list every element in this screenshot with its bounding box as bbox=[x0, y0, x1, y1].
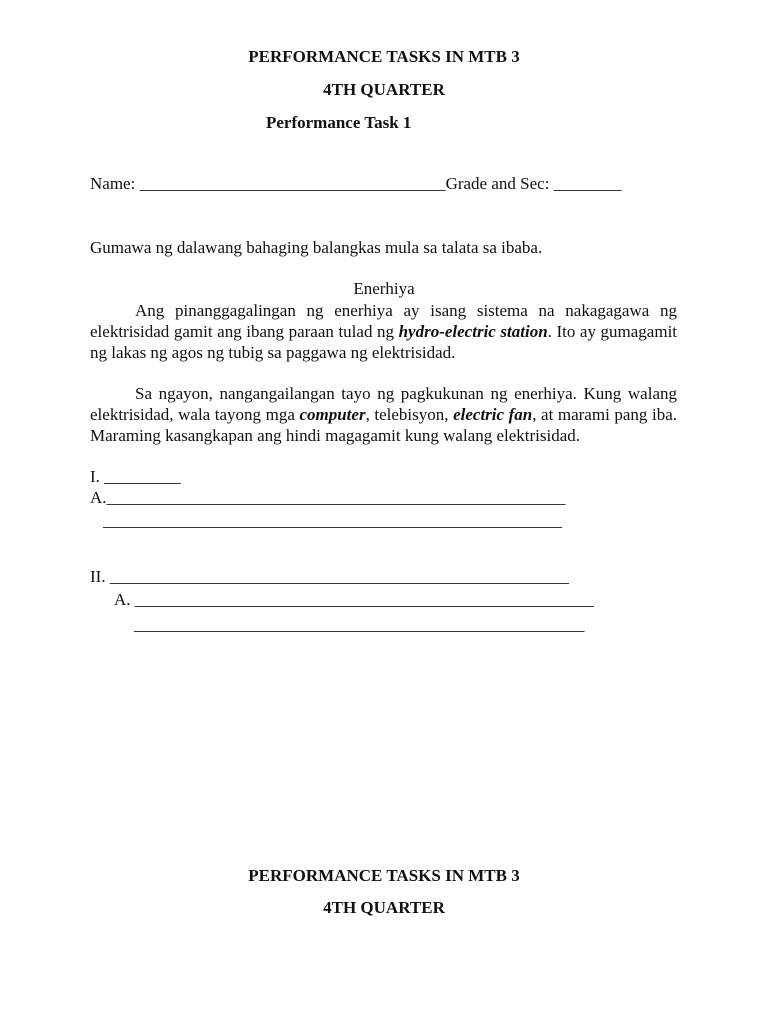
name-field[interactable]: ____________________________________ bbox=[139, 174, 446, 193]
outline-item-i-a-continuation[interactable]: ______________________________________________________ bbox=[103, 511, 562, 530]
grade-field[interactable]: ________ bbox=[553, 174, 622, 193]
outline-item-ii[interactable]: II. ______________________________________________________ bbox=[90, 567, 569, 586]
p1-text-c: . Ito ay gumagamit ng lakas ng agos ng tubig sa paggawa ng elektrisidad. bbox=[90, 322, 678, 362]
name-label: Name: bbox=[90, 174, 136, 193]
p2-term-computer: computer bbox=[299, 405, 366, 424]
passage-paragraph-2 bbox=[90, 383, 677, 446]
quarter-label: 4TH QUARTER bbox=[323, 80, 445, 99]
p1-term: hydro-electric station bbox=[398, 322, 548, 341]
p2-term-electric-fan: electric fan bbox=[453, 405, 533, 424]
grade-label: Grade and Sec: bbox=[445, 174, 550, 193]
p1-text-a: Ang pinanggagalingan ng enerhiya ay isang sistema na nakagagawa ng elektrisidad gamit ang ibang paraan tulad ng bbox=[90, 301, 677, 341]
document-title: PERFORMANCE TASKS IN MTB 3 bbox=[248, 47, 520, 66]
footer-title: PERFORMANCE TASKS IN MTB 3 bbox=[248, 866, 520, 885]
p2-text-c: , telebisyon, bbox=[365, 405, 454, 424]
passage-heading: Enerhiya bbox=[353, 279, 415, 298]
task-label: Performance Task 1 bbox=[266, 113, 412, 132]
name-grade-line bbox=[90, 174, 622, 194]
p2-text-e: , at marami pang iba. Maraming kasangkapan ang hindi magagamit kung walang elektrisidad. bbox=[90, 405, 677, 445]
passage-paragraph-1 bbox=[90, 300, 677, 363]
outline-item-i-a[interactable]: A.______________________________________________________ bbox=[90, 488, 566, 507]
footer-quarter: 4TH QUARTER bbox=[323, 898, 445, 917]
outline-item-ii-a-continuation[interactable]: _____________________________________________________ bbox=[134, 615, 585, 634]
outline-item-ii-a[interactable]: A. ______________________________________________________ bbox=[114, 590, 594, 609]
p2-text-a: Sa ngayon, nangangailangan tayo ng pagkukunan ng enerhiya. Kung walang elektrisidad, wala tayong mga bbox=[90, 384, 677, 424]
outline-item-i[interactable]: I. _________ bbox=[90, 467, 181, 486]
instruction-text: Gumawa ng dalawang bahaging balangkas mula sa talata sa ibaba. bbox=[90, 238, 543, 257]
